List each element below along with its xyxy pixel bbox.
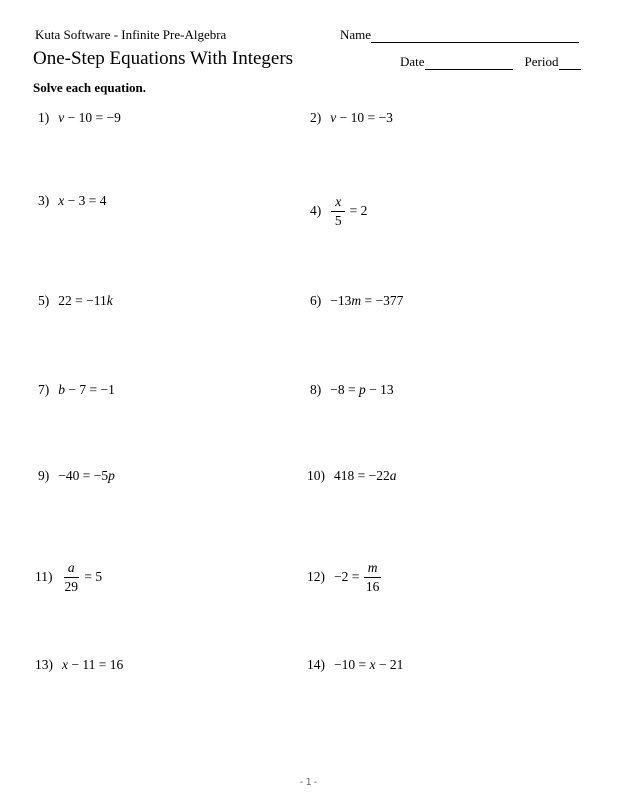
problem-number: 6): [310, 293, 322, 308]
equation: [330, 194, 367, 228]
problem: [35, 657, 123, 673]
fraction: [331, 194, 345, 228]
equation-text: −40 = −5: [58, 468, 109, 483]
fraction-denominator: 5: [334, 212, 342, 228]
equation-text: − 3 = 4: [64, 193, 107, 208]
equation-text: − 7 = −1: [65, 382, 115, 397]
equation-text: = −377: [361, 293, 404, 308]
period-blank-line: [559, 54, 581, 70]
equation: [334, 657, 403, 673]
equation: [330, 110, 393, 126]
problem: [310, 293, 403, 309]
equation: [58, 468, 115, 484]
date-period-field: [400, 54, 581, 70]
problem: [310, 110, 393, 126]
problem-number: 12): [307, 569, 325, 584]
equation-text: − 13: [365, 382, 394, 397]
date-label: Date: [400, 54, 425, 69]
equation-text: 418 = −22: [334, 468, 390, 483]
problem-number: 14): [307, 657, 325, 672]
problem: [310, 194, 367, 228]
problem-number: 5): [38, 293, 50, 308]
variable: a: [389, 468, 397, 483]
equation-text: −10 =: [334, 657, 370, 672]
problem: [307, 468, 396, 484]
publisher-line: Kuta Software - Infinite Pre-Algebra: [35, 27, 227, 42]
fraction-numerator: a: [64, 560, 79, 578]
problem: [307, 657, 403, 673]
name-blank-line: [371, 27, 579, 43]
variable: x: [62, 657, 68, 672]
problem-number: 1): [38, 110, 50, 125]
problem: [38, 193, 106, 209]
problem: [307, 560, 382, 594]
equation: [58, 293, 112, 309]
equation-text: − 11 = 16: [68, 657, 124, 672]
variable: b: [58, 382, 65, 397]
equation-text: 22 = −11: [58, 293, 107, 308]
equation: [58, 193, 106, 209]
problem: [38, 293, 113, 309]
variable: v: [330, 110, 337, 125]
problem-number: 13): [35, 657, 53, 672]
problem: [38, 382, 115, 398]
variable: p: [358, 382, 366, 397]
page-title: One-Step Equations With Integers: [33, 48, 294, 69]
variable: p: [108, 468, 115, 483]
equation: [330, 382, 393, 398]
equation: [62, 657, 123, 673]
variable: x: [58, 193, 65, 208]
variable: k: [106, 293, 113, 308]
equation-text: = 2: [346, 203, 368, 218]
name-field: [340, 27, 579, 43]
variable: m: [351, 293, 362, 308]
problem-number: 3): [38, 193, 50, 208]
problem-number: 10): [307, 468, 325, 483]
equation: [334, 560, 382, 594]
equation: [334, 468, 396, 484]
period-label: Period: [524, 54, 559, 69]
equation-text: − 21: [375, 657, 404, 672]
problem-number: 9): [38, 468, 50, 483]
problem: [35, 560, 102, 594]
equation-text: −8 =: [330, 382, 359, 397]
equation-text: − 10 = −3: [336, 110, 393, 125]
variable: v: [58, 110, 65, 125]
page-number: -1-: [298, 777, 320, 788]
equation: [330, 293, 403, 309]
problem: [38, 468, 115, 484]
variable: x: [369, 657, 376, 672]
fraction-numerator: x: [331, 194, 345, 212]
problem-number: 8): [310, 382, 322, 397]
fraction-numerator: m: [364, 560, 382, 578]
fraction-denominator: 16: [365, 578, 380, 594]
equation: [58, 382, 115, 398]
problem: [38, 110, 121, 126]
equation-text: −13: [330, 293, 352, 308]
problem-number: 4): [310, 203, 322, 218]
fraction: [364, 560, 382, 594]
equation-text: −2 =: [334, 569, 363, 584]
problem-number: 2): [310, 110, 322, 125]
equation-text: = 5: [81, 569, 103, 584]
fraction-denominator: 29: [64, 578, 78, 594]
equation: [58, 110, 121, 126]
name-label: Name: [340, 27, 372, 42]
fraction: [63, 560, 81, 594]
equation: [62, 560, 103, 594]
problem-number: 11): [35, 569, 53, 584]
problem-number: 7): [38, 382, 50, 397]
instructions: Solve each equation.: [33, 80, 147, 95]
problem: [310, 382, 394, 398]
equation-text: − 10 = −9: [64, 110, 121, 125]
date-blank-line: [425, 54, 513, 70]
